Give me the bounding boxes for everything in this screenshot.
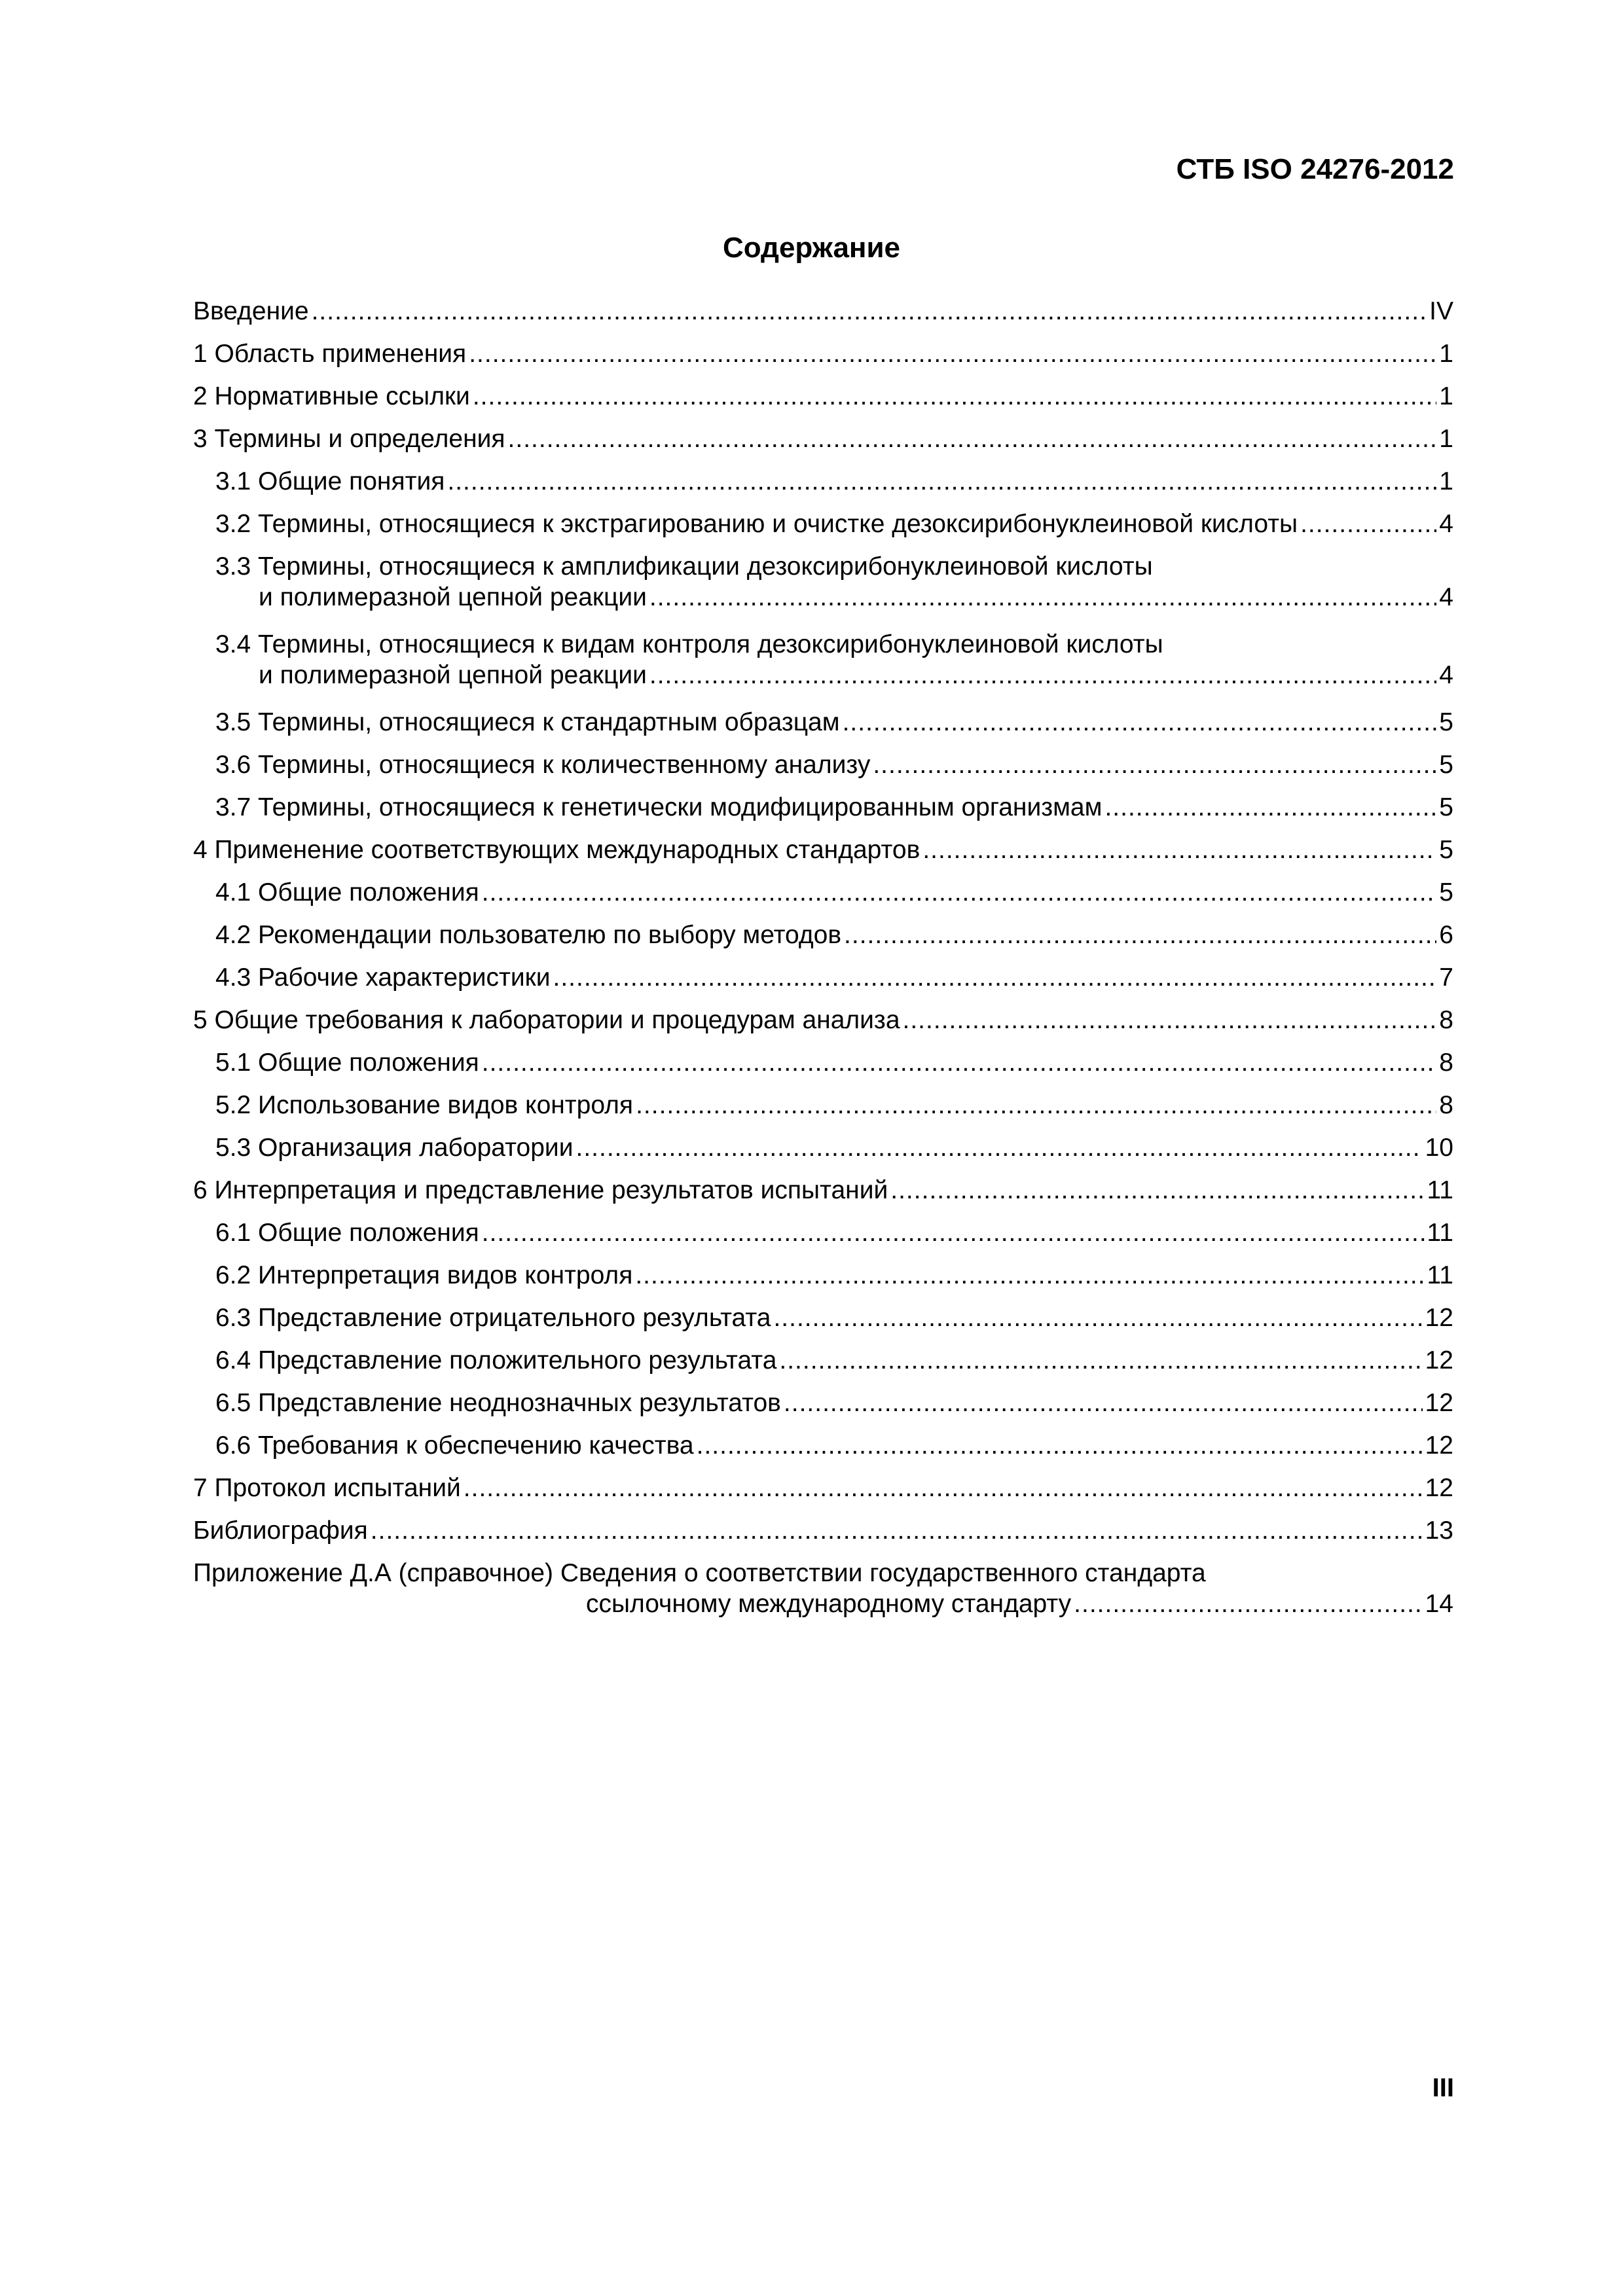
toc-entry[interactable]: 6.2 Интерпретация видов контроля ..... 11 — [193, 1260, 1453, 1291]
toc-page: 5 — [1439, 793, 1453, 821]
toc-entry[interactable]: 1 Область применения ..... 1 — [193, 338, 1453, 369]
toc-page: 4 — [1439, 510, 1453, 538]
table-of-contents — [193, 296, 1453, 1636]
toc-entry[interactable]: 5.1 Общие положения ..... 8 — [193, 1047, 1453, 1078]
toc-page: 5 — [1439, 836, 1453, 864]
toc-entry[interactable]: 3.3 Термины, относящиеся к амплификации дезоксирибонуклеиновой кислоты и полимеразной цепной реакции ..... 4 — [193, 551, 1453, 613]
toc-page: 11 — [1427, 1219, 1453, 1247]
toc-page: 11 — [1427, 1176, 1453, 1204]
toc-entry[interactable]: 3.1 Общие понятия ..... 1 — [193, 466, 1453, 497]
toc-title: Содержание — [722, 232, 901, 264]
toc-entry[interactable]: 4.3 Рабочие характеристики ..... 7 — [193, 962, 1453, 993]
toc-page: 1 — [1439, 340, 1453, 368]
toc-page: 12 — [1425, 1431, 1453, 1460]
toc-entry[interactable]: 4.2 Рекомендации пользователю по выбору методов ..... 6 — [193, 920, 1453, 950]
toc-entry[interactable]: 6 Интерпретация и представление результатов испытаний ..... 11 — [193, 1175, 1453, 1206]
toc-entry[interactable]: 3.6 Термины, относящиеся к количественному анализу ..... 5 — [193, 749, 1453, 780]
toc-entry[interactable]: 6.4 Представление положительного результата ..... 12 — [193, 1345, 1453, 1376]
toc-page: 5 — [1439, 751, 1453, 779]
toc-entry[interactable]: 3.5 Термины, относящиеся к стандартным образцам ..... 5 — [193, 707, 1453, 738]
toc-entry[interactable]: 3.7 Термины, относящиеся к генетически модифицированным организмам ..... 5 — [193, 792, 1453, 823]
toc-entry[interactable]: 5 Общие требования к лаборатории и процедурам анализа ..... 8 — [193, 1005, 1453, 1035]
toc-page: 12 — [1425, 1389, 1453, 1417]
toc-entry[interactable]: 4.1 Общие положения ..... 5 — [193, 877, 1453, 908]
toc-entry[interactable]: 6.1 Общие положения ..... 11 — [193, 1217, 1453, 1248]
toc-page: 1 — [1439, 467, 1453, 495]
toc-entry[interactable]: 6.5 Представление неоднозначных результатов ..... 12 — [193, 1388, 1453, 1418]
toc-page: 8 — [1439, 1091, 1453, 1119]
toc-page: 12 — [1425, 1304, 1453, 1332]
toc-entry[interactable]: 5.3 Организация лаборатории ..... 10 — [193, 1132, 1453, 1163]
toc-page: 4 — [1439, 583, 1453, 611]
toc-entry[interactable]: 3.4 Термины, относящиеся к видам контроля дезоксирибонуклеиновой кислоты и полимеразной цепной реакции ..... 4 — [193, 629, 1453, 691]
toc-page: IV — [1429, 297, 1453, 325]
toc-page: 1 — [1439, 382, 1453, 410]
toc-entry[interactable]: Приложение Д.А (справочное) Сведения о соответствии государственного стандарта ссылочному международному стандарту ..... 14 — [193, 1558, 1453, 1619]
toc-entry[interactable]: 6.6 Требования к обеспечению качества ..... 12 — [193, 1430, 1453, 1461]
toc-entry[interactable]: 7 Протокол испытаний ..... 12 — [193, 1473, 1453, 1503]
toc-page: 4 — [1439, 661, 1453, 689]
document-code: СТБ ISO 24276-2012 — [1176, 153, 1454, 185]
toc-entry[interactable]: Библиография ..... 13 — [193, 1515, 1453, 1546]
toc-page: 12 — [1425, 1346, 1453, 1374]
toc-entry[interactable]: 2 Нормативные ссылки ..... 1 — [193, 381, 1453, 412]
toc-page: 10 — [1425, 1134, 1453, 1162]
toc-entry[interactable]: Введение ..... IV — [193, 296, 1453, 327]
toc-entry[interactable]: 3 Термины и определения ..... 1 — [193, 423, 1453, 454]
toc-page: 11 — [1427, 1261, 1453, 1289]
toc-page: 7 — [1439, 963, 1453, 992]
toc-page: 1 — [1439, 425, 1453, 453]
toc-page: 13 — [1425, 1516, 1453, 1545]
toc-page: 14 — [1425, 1590, 1453, 1618]
toc-entry[interactable]: 6.3 Представление отрицательного результата ..... 12 — [193, 1302, 1453, 1333]
toc-page: 8 — [1439, 1006, 1453, 1034]
toc-page: 5 — [1439, 878, 1453, 906]
toc-page: 5 — [1439, 708, 1453, 736]
toc-page: 8 — [1439, 1049, 1453, 1077]
toc-entry[interactable]: 3.2 Термины, относящиеся к экстрагированию и очистке дезоксирибонуклеиновой кислоты ..... 4 — [193, 509, 1453, 539]
toc-entry[interactable]: 4 Применение соответствующих международных стандартов ..... 5 — [193, 834, 1453, 865]
toc-page: 12 — [1425, 1474, 1453, 1502]
toc-page: 6 — [1439, 921, 1453, 949]
toc-entry[interactable]: 5.2 Использование видов контроля ..... 8 — [193, 1090, 1453, 1121]
page-number: III — [1432, 2073, 1454, 2102]
